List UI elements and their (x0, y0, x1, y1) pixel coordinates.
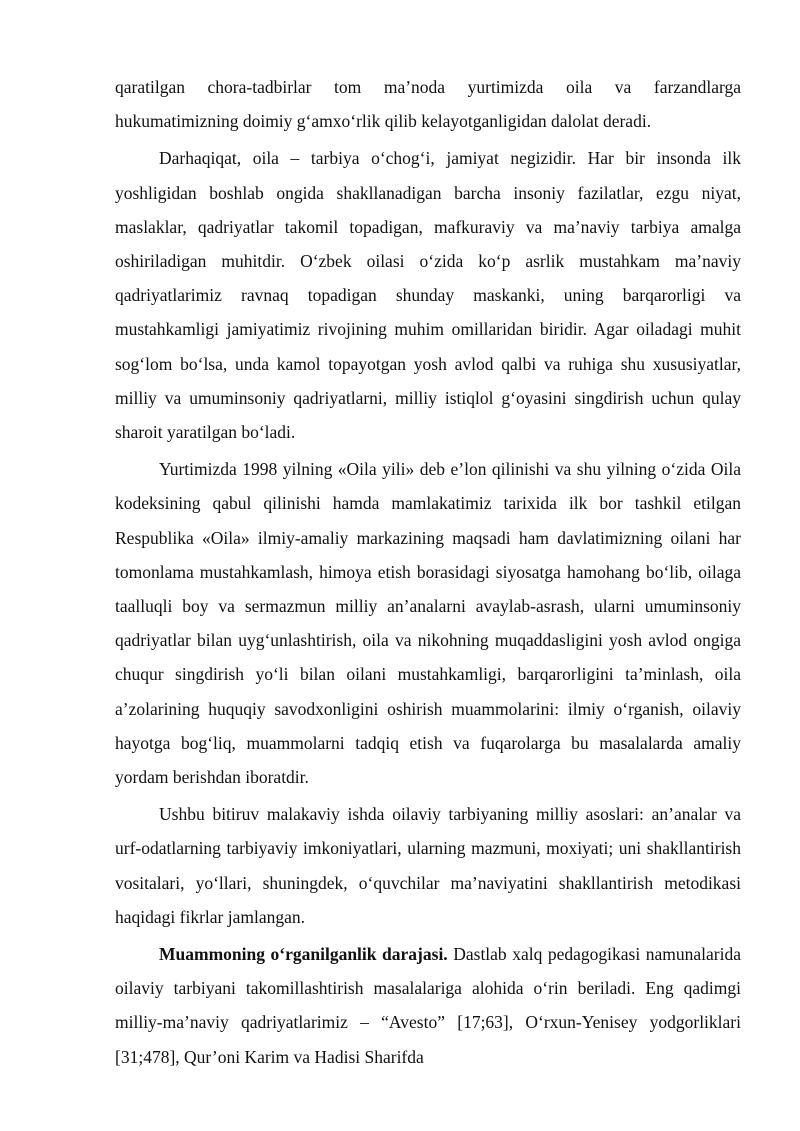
paragraph-family-upbringing: Darhaqiqat, oila – tarbiya o‘chog‘i, jamiyat negizidir. Har bir insonda ilk yoshligidan boshlab ongida shakllanadigan barcha insoniy fazilatlar, ezgu niyat, maslaklar, qadriyatlar takomil topadigan, mafkuraviy va ma’naviy tarbiya amalga oshiriladigan muhitdir. O‘zbek oilasi o‘zida ko‘p asrlik mustahkam ma’naviy qadriyatlarimiz ravnaq topadigan shunday maskanki, uning barqarorligi va mustahkamligi jamiyatimiz rivojining muhim omillaridan biridir. Agar oiladagi muhit sog‘lom bo‘lsa, unda kamol topayotgan yosh avlod qalbi va ruhiga shu xususiyatlar, milliy va umuminsoniy qadriyatlarni, milliy istiqlol g‘oyasini singdirish uchun qulay sharoit yaratilgan bo‘ladi. (115, 148, 741, 443)
section-heading: Muammoning o‘rganilganlik darajasi. (159, 944, 448, 965)
document-page (115, 70, 741, 1077)
section-text: Dastlab xalq pedagogikasi namunalarida oilaviy tarbiyani takomillashtirish masalalariga alohida o‘rin beriladi. Eng qadimgi milliy-ma’naviy qadriyatlarimiz – “Avesto” [17;63], O‘rxun-Yenisey yodgorliklari [31;478], Qur’oni Karim va Hadisi Sharifda (115, 944, 741, 1067)
paragraph-year-of-family: Yurtimizda 1998 yilning «Oila yili» deb e’lon qilinishi va shu yilning o‘zida Oila kodeksining qabul qilinishi hamda mamlakatimiz tarixida ilk bor tashkil etilgan Respublika «Oila» ilmiy-amaliy markazining maqsadi ham davlatimizning oilani har tomonlama mustahkamlash, himoya etish borasidagi siyosatga hamohang bo‘lib, oilaga taalluqli boy va sermazmun milliy an’analarni avaylab-asrash, ularni umuminsoniy qadriyatlar bilan uyg‘unlashtirish, oila va nikohning muqaddasligini yosh avlod ongiga chuqur singdirish yo‘li bilan oilani mustahkamligi, barqarorligini ta’minlash, oila a’zolarining huquqiy savodxonligini oshirish muammolarini: ilmiy o‘rganish, oilaviy hayotga bog‘liq, muammolarni tadqiq etish va fuqarolarga bu masalalarda amaliy yordam berishdan iboratdir. (115, 459, 741, 788)
paragraph-continuation: qaratilgan chora-tadbirlar tom ma’noda yurtimizda oila va farzandlarga hukumatimizning doimiy g‘amxo‘rlik qilib kelayotganligidan dalolat deradi. (115, 77, 741, 132)
paragraph-thesis-summary: Ushbu bitiruv malakaviy ishda oilaviy tarbiyaning milliy asoslari: an’analar va urf-odatlarning tarbiyaviy imkoniyatlari, ularning mazmuni, moxiyati; uni shakllantirish vositalari, yo‘llari, shuningdek, o‘quvchilar ma’naviyatini shakllantirish metodikasi haqidagi fikrlar jamlangan. (115, 804, 741, 927)
paragraph-research-degree (115, 937, 741, 1074)
